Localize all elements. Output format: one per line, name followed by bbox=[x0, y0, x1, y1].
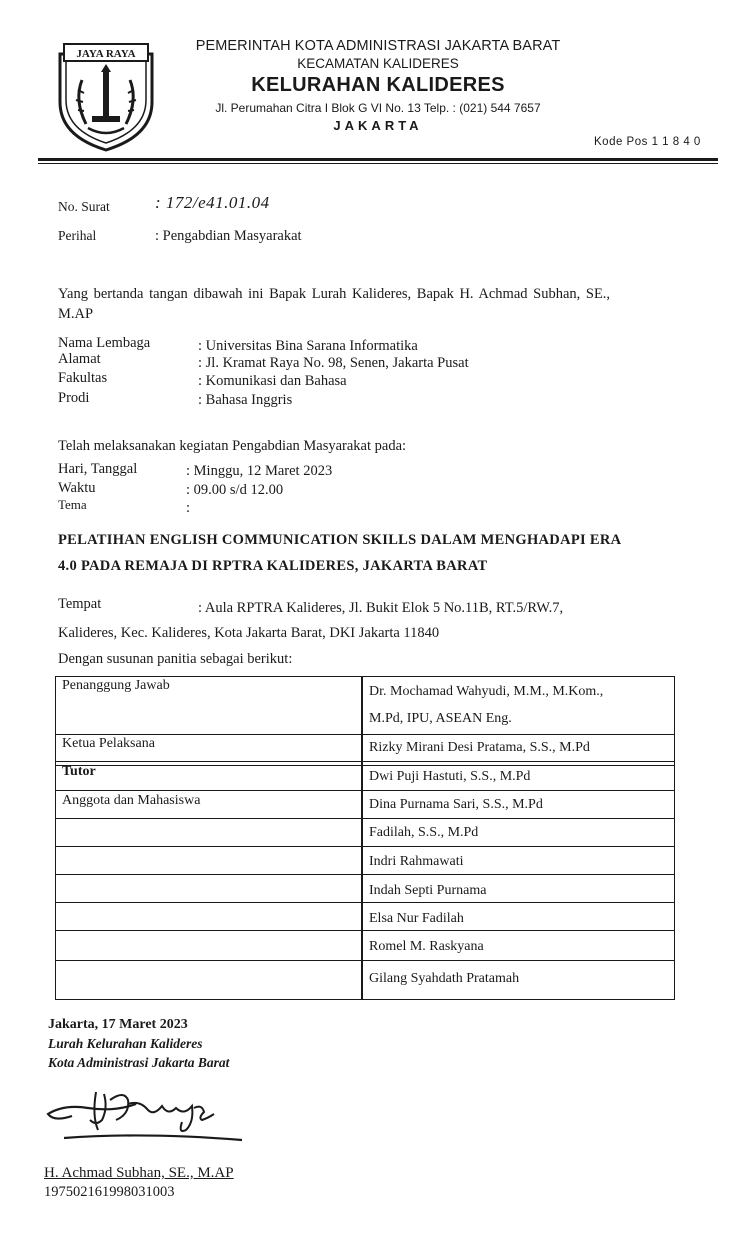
committee-name-cell: M.Pd, IPU, ASEAN Eng. bbox=[369, 711, 512, 726]
time-label: Waktu bbox=[58, 480, 96, 496]
faculty-value: : Komunikasi dan Bahasa bbox=[198, 373, 347, 389]
committee-name-cell: Elsa Nur Fadilah bbox=[369, 911, 464, 926]
committee-table bbox=[55, 676, 675, 1000]
letter-number-value: : 172/e41.01.04 bbox=[155, 193, 270, 212]
committee-name-cell: Dina Purnama Sari, S.S., M.Pd bbox=[369, 797, 543, 812]
committee-name-cell: Rizky Mirani Desi Pratama, S.S., M.Pd bbox=[369, 740, 590, 755]
table-row-divider bbox=[56, 960, 674, 961]
table-row-divider bbox=[56, 790, 674, 791]
district-name: KECAMATAN KALIDERES bbox=[297, 56, 459, 71]
table-row-divider bbox=[56, 846, 674, 847]
jakarta-coat-of-arms-logo bbox=[52, 40, 160, 152]
place-label: Tempat bbox=[58, 596, 102, 612]
address-label: Alamat bbox=[58, 351, 101, 367]
committee-name-cell: Indri Rahmawati bbox=[369, 854, 464, 869]
subdistrict-name: KELURAHAN KALIDERES bbox=[251, 74, 505, 96]
signer-employee-id: 197502161998031003 bbox=[44, 1184, 175, 1200]
study-program-value: : Bahasa Inggris bbox=[198, 392, 293, 408]
table-row-divider bbox=[56, 734, 674, 735]
institution-name-label: Nama Lembaga bbox=[58, 335, 151, 351]
committee-name-cell: Gilang Syahdath Pratamah bbox=[369, 971, 520, 986]
office-city: JAKARTA bbox=[333, 118, 423, 133]
place-line-2: Kalideres, Kec. Kalideres, Kota Jakarta Barat, DKI Jakarta 11840 bbox=[58, 625, 440, 641]
signer-name: H. Achmad Subhan, SE., M.AP bbox=[44, 1165, 234, 1181]
committee-name-cell: Fadilah, S.S., M.Pd bbox=[369, 825, 479, 840]
letterhead-divider-thin bbox=[38, 163, 718, 164]
table-row-divider bbox=[56, 902, 674, 903]
handwritten-signature bbox=[44, 1086, 244, 1148]
committee-intro: Dengan susunan panitia sebagai berikut: bbox=[58, 651, 293, 667]
postal-code: Kode Pos 1 1 8 4 0 bbox=[594, 136, 701, 148]
table-column-divider bbox=[361, 677, 363, 999]
table-row-divider bbox=[56, 765, 674, 766]
letterhead-divider bbox=[38, 158, 718, 161]
theme-title-line-1: PELATIHAN ENGLISH COMMUNICATION SKILLS DALAM MENGHADAPI ERA bbox=[58, 532, 622, 548]
place-and-date: Jakarta, 17 Maret 2023 bbox=[48, 1017, 188, 1032]
table-row-divider bbox=[56, 818, 674, 819]
theme-title-line-2: 4.0 PADA REMAJA DI RPTRA KALIDERES, JAKARTA BARAT bbox=[58, 558, 488, 574]
table-row-divider bbox=[56, 761, 674, 762]
committee-name-cell: Romel M. Raskyana bbox=[369, 939, 484, 954]
time-value: : 09.00 s/d 12.00 bbox=[186, 482, 284, 498]
intro-line-1: Yang bertanda tangan dibawah ini Bapak Lurah Kalideres, Bapak H. Achmad Subhan, SE., bbox=[58, 286, 611, 302]
table-row-divider bbox=[56, 874, 674, 875]
table-row-divider bbox=[56, 930, 674, 931]
government-name: PEMERINTAH KOTA ADMINISTRASI JAKARTA BARAT bbox=[195, 38, 561, 54]
address-value: : Jl. Kramat Raya No. 98, Senen, Jakarta Pusat bbox=[198, 355, 469, 371]
subject-value: : Pengabdian Masyarakat bbox=[155, 228, 302, 244]
activity-intro: Telah melaksanakan kegiatan Pengabdian Masyarakat pada: bbox=[58, 438, 407, 454]
signer-position: Lurah Kelurahan Kalideres bbox=[48, 1036, 203, 1051]
svg-text:JAYA RAYA: JAYA RAYA bbox=[76, 48, 136, 60]
committee-name-cell: Indah Septi Purnama bbox=[369, 883, 487, 898]
committee-role-cell: Penanggung Jawab bbox=[62, 678, 170, 693]
committee-name-cell: Dwi Puji Hastuti, S.S., M.Pd bbox=[369, 769, 531, 784]
institution-name-value: : Universitas Bina Sarana Informatika bbox=[198, 338, 418, 354]
signer-office: Kota Administrasi Jakarta Barat bbox=[48, 1055, 230, 1070]
subject-label: Perihal bbox=[58, 228, 97, 243]
letter-number-label: No. Surat bbox=[58, 199, 110, 214]
committee-role-cell: Anggota dan Mahasiswa bbox=[62, 793, 201, 808]
faculty-label: Fakultas bbox=[58, 370, 108, 386]
office-address: Jl. Perumahan Citra I Blok G VI No. 13 Telp. : (021) 544 7657 bbox=[215, 101, 541, 115]
place-line-1: : Aula RPTRA Kalideres, Jl. Bukit Elok 5 No.11B, RT.5/RW.7, bbox=[198, 600, 564, 616]
theme-label: Tema bbox=[58, 497, 87, 512]
date-label: Hari, Tanggal bbox=[58, 461, 138, 477]
committee-role-cell: Ketua Pelaksana bbox=[62, 736, 155, 751]
date-value: : Minggu, 12 Maret 2023 bbox=[186, 463, 333, 479]
study-program-label: Prodi bbox=[58, 390, 90, 406]
intro-line-2: M.AP bbox=[58, 306, 94, 322]
committee-name-cell: Dr. Mochamad Wahyudi, M.M., M.Kom., bbox=[369, 684, 604, 699]
committee-role-cell: Tutor bbox=[62, 764, 96, 779]
theme-colon: : bbox=[186, 500, 191, 516]
